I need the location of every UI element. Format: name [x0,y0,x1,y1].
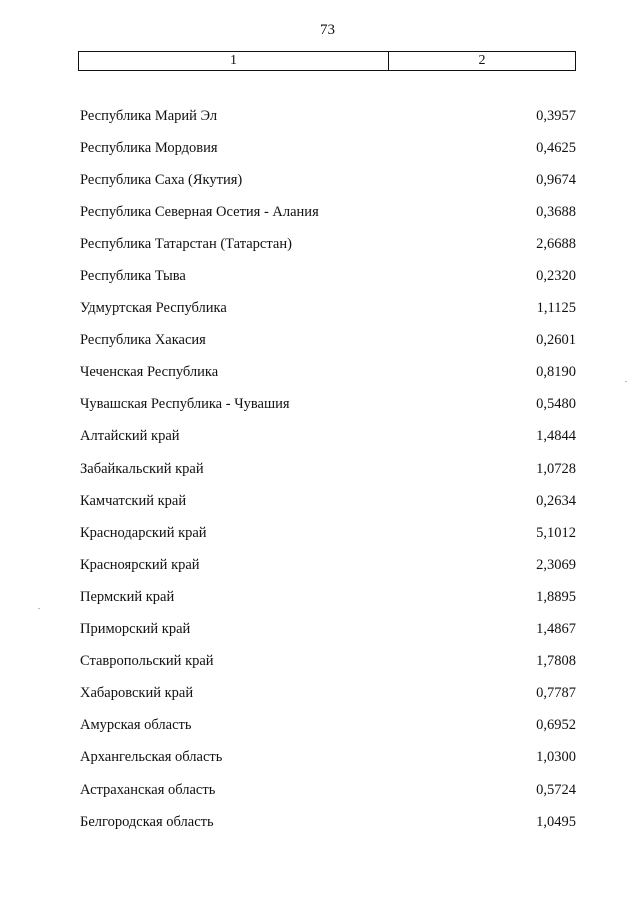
table-row [80,453,576,485]
coefficient-value: 0,2634 [536,492,576,509]
table-row [80,581,576,613]
table-row [80,710,576,742]
table-row [80,421,576,453]
table-row [80,646,576,678]
coefficient-value: 0,3688 [536,203,576,220]
region-name: Приморский край [80,621,191,638]
region-name: Чувашская Республика - Чувашия [80,396,290,413]
coefficient-value: 1,4867 [536,621,576,638]
scan-speck [625,381,627,382]
table-row [80,100,576,132]
region-name: Удмуртская Республика [80,300,227,317]
table-row [80,164,576,196]
coefficient-value: 2,6688 [536,235,576,252]
coefficient-value: 1,8895 [536,588,576,605]
table-row [80,742,576,774]
region-name: Хабаровский край [80,685,194,702]
coefficient-value: 0,3957 [536,107,576,124]
region-name: Краснодарский край [80,524,207,541]
table-row [80,485,576,517]
coefficient-value: 1,0495 [536,813,576,830]
region-name: Забайкальский край [80,460,204,477]
table-row [80,549,576,581]
table-row [80,325,576,357]
coefficient-value: 0,5724 [536,781,576,798]
table-row [80,614,576,646]
column-header-2: 2 [478,53,486,68]
region-name: Республика Тыва [80,268,186,285]
table-row [80,517,576,549]
region-name: Амурская область [80,717,192,734]
region-name: Камчатский край [80,492,187,509]
coefficient-value: 0,5480 [536,396,576,413]
region-name: Республика Северная Осетия - Алания [80,203,319,220]
region-name: Ставропольский край [80,653,214,670]
coefficient-value: 1,7808 [536,653,576,670]
region-name: Республика Хакасия [80,332,206,349]
region-coefficient-list [80,100,576,838]
region-name: Красноярский край [80,556,200,573]
region-name: Пермский край [80,588,175,605]
coefficient-value: 0,9674 [536,171,576,188]
coefficient-value: 0,8190 [536,364,576,381]
scan-speck [38,608,40,609]
coefficient-value: 0,2320 [536,268,576,285]
coefficient-value: 1,1125 [536,300,576,317]
coefficient-value: 0,2601 [536,332,576,349]
table-row [80,132,576,164]
region-name: Чеченская Республика [80,364,219,381]
coefficient-value: 2,3069 [536,556,576,573]
table-row [80,293,576,325]
table-row [80,678,576,710]
region-name: Архангельская область [80,749,223,766]
table-row [80,228,576,260]
column-header-table [78,51,576,71]
region-name: Республика Саха (Якутия) [80,171,243,188]
coefficient-value: 1,0300 [536,749,576,766]
table-row [80,260,576,292]
table-row [80,196,576,228]
coefficient-value: 1,4844 [536,428,576,445]
coefficient-value: 0,7787 [536,685,576,702]
coefficient-value: 5,1012 [536,524,576,541]
region-name: Астраханская область [80,781,216,798]
coefficient-value: 0,4625 [536,139,576,156]
coefficient-value: 1,0728 [536,460,576,477]
table-row [80,806,576,838]
region-name: Республика Татарстан (Татарстан) [80,235,292,252]
region-name: Белгородская область [80,813,214,830]
table-row [80,774,576,806]
region-name: Республика Мордовия [80,139,218,156]
table-row [80,389,576,421]
region-name: Алтайский край [80,428,180,445]
page-number: 73 [320,22,335,38]
column-header-1: 1 [79,52,389,70]
coefficient-value: 0,6952 [536,717,576,734]
region-name: Республика Марий Эл [80,107,218,124]
table-row [80,357,576,389]
